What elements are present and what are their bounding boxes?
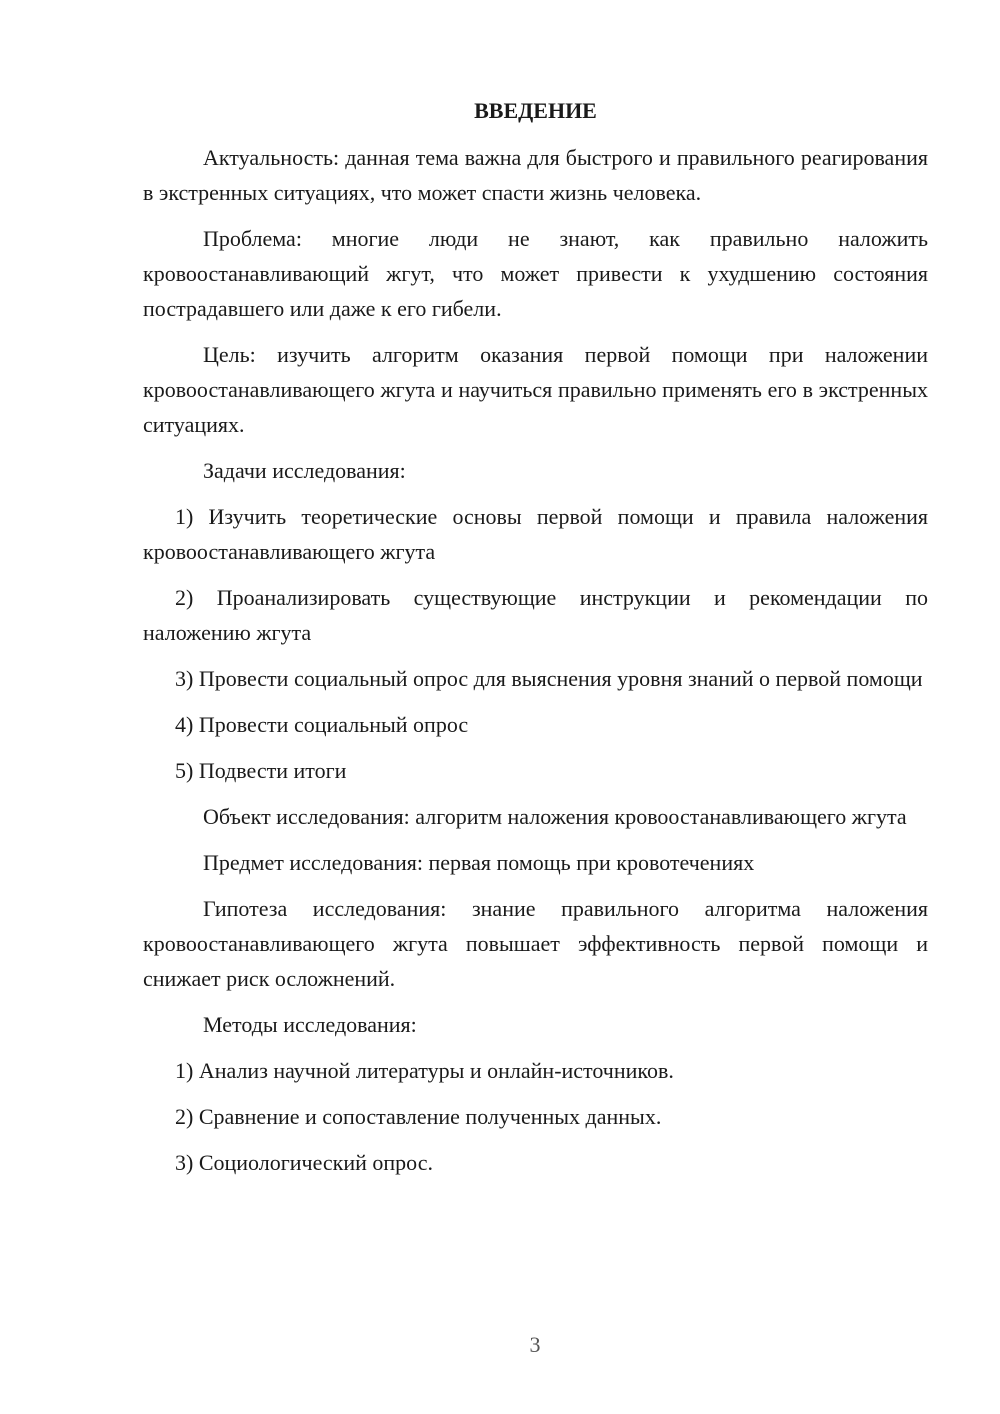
object-paragraph: Объект исследования: алгоритм наложения кровоостанавливающего жгута: [203, 804, 907, 829]
tasks-heading: Задачи исследования:: [203, 458, 406, 483]
task-item-4: 4) Провести социальный опрос: [175, 712, 469, 737]
methods-heading: Методы исследования:: [203, 1012, 417, 1037]
task-item-3: 3) Провести социальный опрос для выяснения уровня знаний о первой помощи: [175, 666, 923, 691]
method-item-1: 1) Анализ научной литературы и онлайн-источников.: [175, 1058, 674, 1083]
problem-paragraph: Проблема: многие люди не знают, как правильно наложить кровоостанавливающий жгут, что может привести к ухудшению состояния пострадавшего или даже к его гибели.: [143, 226, 928, 321]
section-title: ВВЕДЕНИЕ: [474, 98, 597, 123]
relevance-paragraph: Актуальность: данная тема важна для быстрого и правильного реагирования в экстренных ситуациях, что может спасти жизнь человека.: [143, 145, 928, 205]
task-item-5: 5) Подвести итоги: [175, 758, 347, 783]
subject-paragraph: Предмет исследования: первая помощь при кровотечениях: [203, 850, 755, 875]
task-item-1: 1) Изучить теоретические основы первой помощи и правила наложения кровоостанавливающего жгута: [143, 504, 928, 564]
hypothesis-paragraph: Гипотеза исследования: знание правильного алгоритма наложения кровоостанавливающего жгута повышает эффективность первой помощи и снижает риск осложнений.: [143, 896, 928, 991]
method-item-2: 2) Сравнение и сопоставление полученных данных.: [175, 1104, 662, 1129]
task-item-2: 2) Проанализировать существующие инструкции и рекомендации по наложению жгута: [143, 585, 928, 645]
page-number: 3: [529, 1332, 541, 1357]
document-page: [143, 96, 928, 1191]
method-item-3: 3) Социологический опрос.: [175, 1150, 433, 1175]
goal-paragraph: Цель: изучить алгоритм оказания первой помощи при наложении кровоостанавливающего жгута и научиться правильно применять его в экстренных ситуациях.: [143, 342, 928, 437]
